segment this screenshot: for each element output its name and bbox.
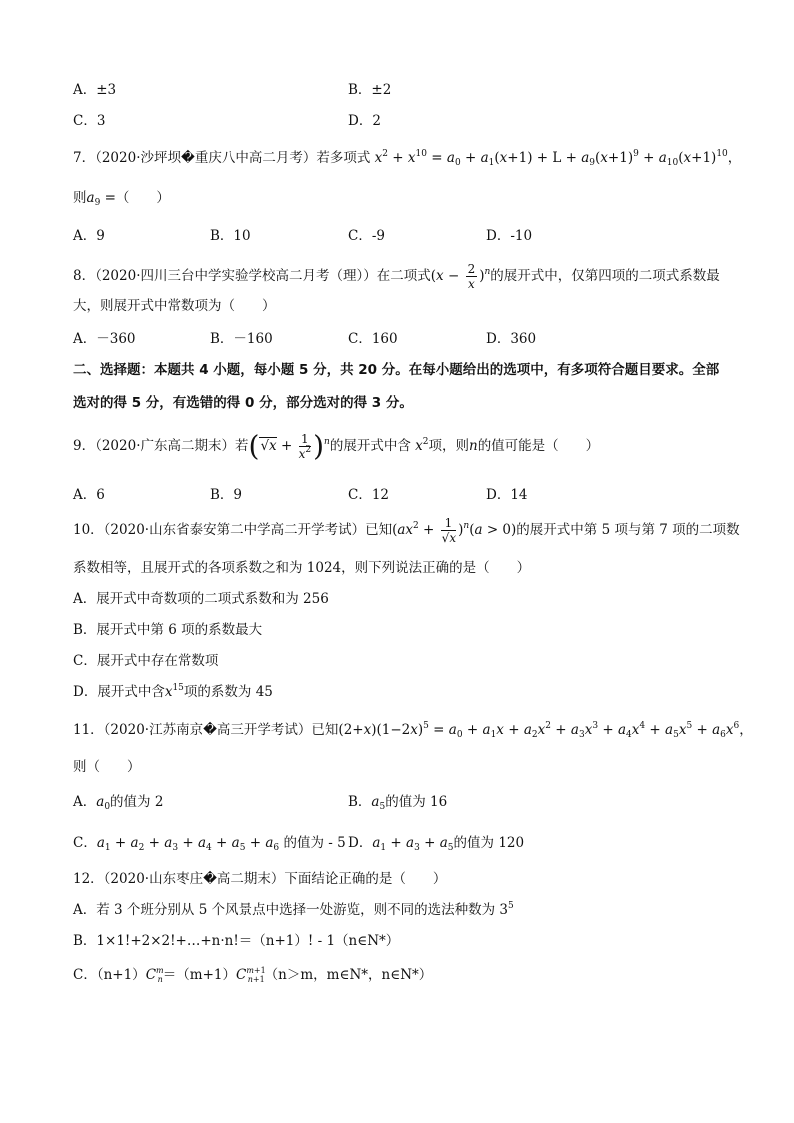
q6-option-b: B．±2	[348, 82, 392, 98]
q10-option-a: A．展开式中奇数项的二项式系数和为 256	[73, 591, 329, 607]
q8-binomial: (x − $\frac{2}{x}$ )$^n$	[430, 262, 491, 291]
q8-option-b: B．－160	[210, 331, 273, 347]
q6-option-d: D．2	[348, 113, 381, 129]
q10-option-d: D．展开式中含$x^{15}$项的系数为 45	[73, 683, 273, 700]
q8-stem: 8．（2020·四川三台中学实验学校高二月考（理））在二项式(x − $\frac{2}{x}$ )$^n$的展开式中，仅第四项的二项式系数最	[73, 262, 720, 291]
q11-stem: 11．（2020·江苏南京�高三开学考试）已知$(2+x)(1-2x)^5 = a_0 + a_1x + a_2x^2 + a_3x^3 + a_4x^4 + a_5x^5 + a_6x^6$，	[73, 721, 753, 740]
q6-option-a: A．±3	[73, 82, 117, 98]
q10-option-c: C．展开式中存在常数项	[73, 653, 219, 669]
q11-option-a: A．$a_0$的值为 2	[73, 794, 164, 812]
combination-c-n-m: $C^m_n$	[145, 966, 164, 984]
q7-prefix: 7．（2020·沙坪坝�重庆八中高二月考）若多项式	[73, 150, 371, 166]
q12-option-c: C．$(n+1)C^m_n=(m+1)C^{m+1}_{n+1}(n>m$，m∈N*，n∈N*）	[73, 966, 433, 984]
q9-binomial: (√x + $\frac{1}{x^2}$ )$^n$	[248, 429, 330, 463]
q7-option-c: C．-9	[348, 228, 385, 244]
q11-equation: $(2+x)(1-2x)^5 = a_0 + a_1x + a_2x^2 + a_3x^3 + a_4x^4 + a_5x^5 + a_6x^6$，	[338, 721, 753, 740]
q12-option-a: A．若 3 个班分别从 5 个风景点中选择一处游览，则不同的选法种数为 $3^5$	[73, 901, 514, 918]
q9-stem: 9．（2020·广东高二期末）若(√x + $\frac{1}{x^2}$ )$^n$的展开式中含 $x^2$项，则n的值可能是（ ）	[73, 429, 600, 463]
q11-option-c: C．$a_1 + a_2 + a_3 + a_4 + a_5 + a_6$ 的值为 - 5	[73, 835, 346, 853]
q7-option-a: A．9	[73, 228, 105, 244]
q12-option-b: B．1×1!+2×2!+…+n·n!＝（n+1）! - 1（n∈N*）	[73, 933, 400, 949]
q10-binomial: ($ax^2$ + $\frac{1}{√x}$ )$^n$(a > 0)	[392, 516, 517, 545]
q7-stem	[73, 150, 741, 166]
section2-heading-line1: 二、选择题：本题共 4 小题，每小题 5 分，共 20 分。在每小题给出的选项中，有多项符合题目要求。全部	[73, 362, 720, 378]
q9-option-c: C．12	[348, 487, 390, 503]
q10-line2: 系数相等，且展开式的各项系数之和为 1024，则下列说法正确的是（ ）	[73, 560, 531, 576]
combination-c-n1-m1: $C^{m+1}_{n+1}$	[235, 966, 266, 984]
q7-line2: 则$a_9$ =（ ）	[73, 190, 170, 208]
q10-stem: 10．（2020·山东省泰安第二中学高二开学考试）已知($ax^2$ + $\frac{1}{√x}$ )$^n$(a > 0)的展开式中第 5 项与第 7 项的二项数	[73, 516, 740, 545]
q8-option-c: C．160	[348, 331, 398, 347]
q11-line2: 则（ ）	[73, 759, 141, 775]
q8-line2: 大，则展开式中常数项为（ ）	[73, 298, 276, 314]
q9-option-a: A．6	[73, 487, 105, 503]
section2-heading-line2: 选对的得 5 分，有选错的得 0 分，部分选对的得 3 分。	[73, 395, 413, 411]
q9-option-d: D．14	[486, 487, 528, 503]
q8-option-d: D．360	[486, 331, 537, 347]
q10-option-b: B．展开式中第 6 项的系数最大	[73, 622, 263, 638]
q9-option-b: B．9	[210, 487, 243, 503]
q8-option-a: A．－360	[73, 331, 136, 347]
q12-stem: 12．（2020·山东枣庄�高二期末）下面结论正确的是（ ）	[73, 871, 447, 887]
q7-option-b: B．10	[210, 228, 251, 244]
q7-equation: $x^2 + x^{10} = a_0 + a_1(x+1) + L + a_9(x+1)^9 + a_{10}(x+1)^{10}$，	[374, 149, 742, 168]
q11-option-d: D．$a_1 + a_3 + a_5$的值为 120	[348, 835, 525, 853]
q11-option-b: B．$a_5$的值为 16	[348, 794, 448, 812]
q6-option-c: C．3	[73, 113, 106, 129]
q7-option-d: D．-10	[486, 228, 533, 244]
